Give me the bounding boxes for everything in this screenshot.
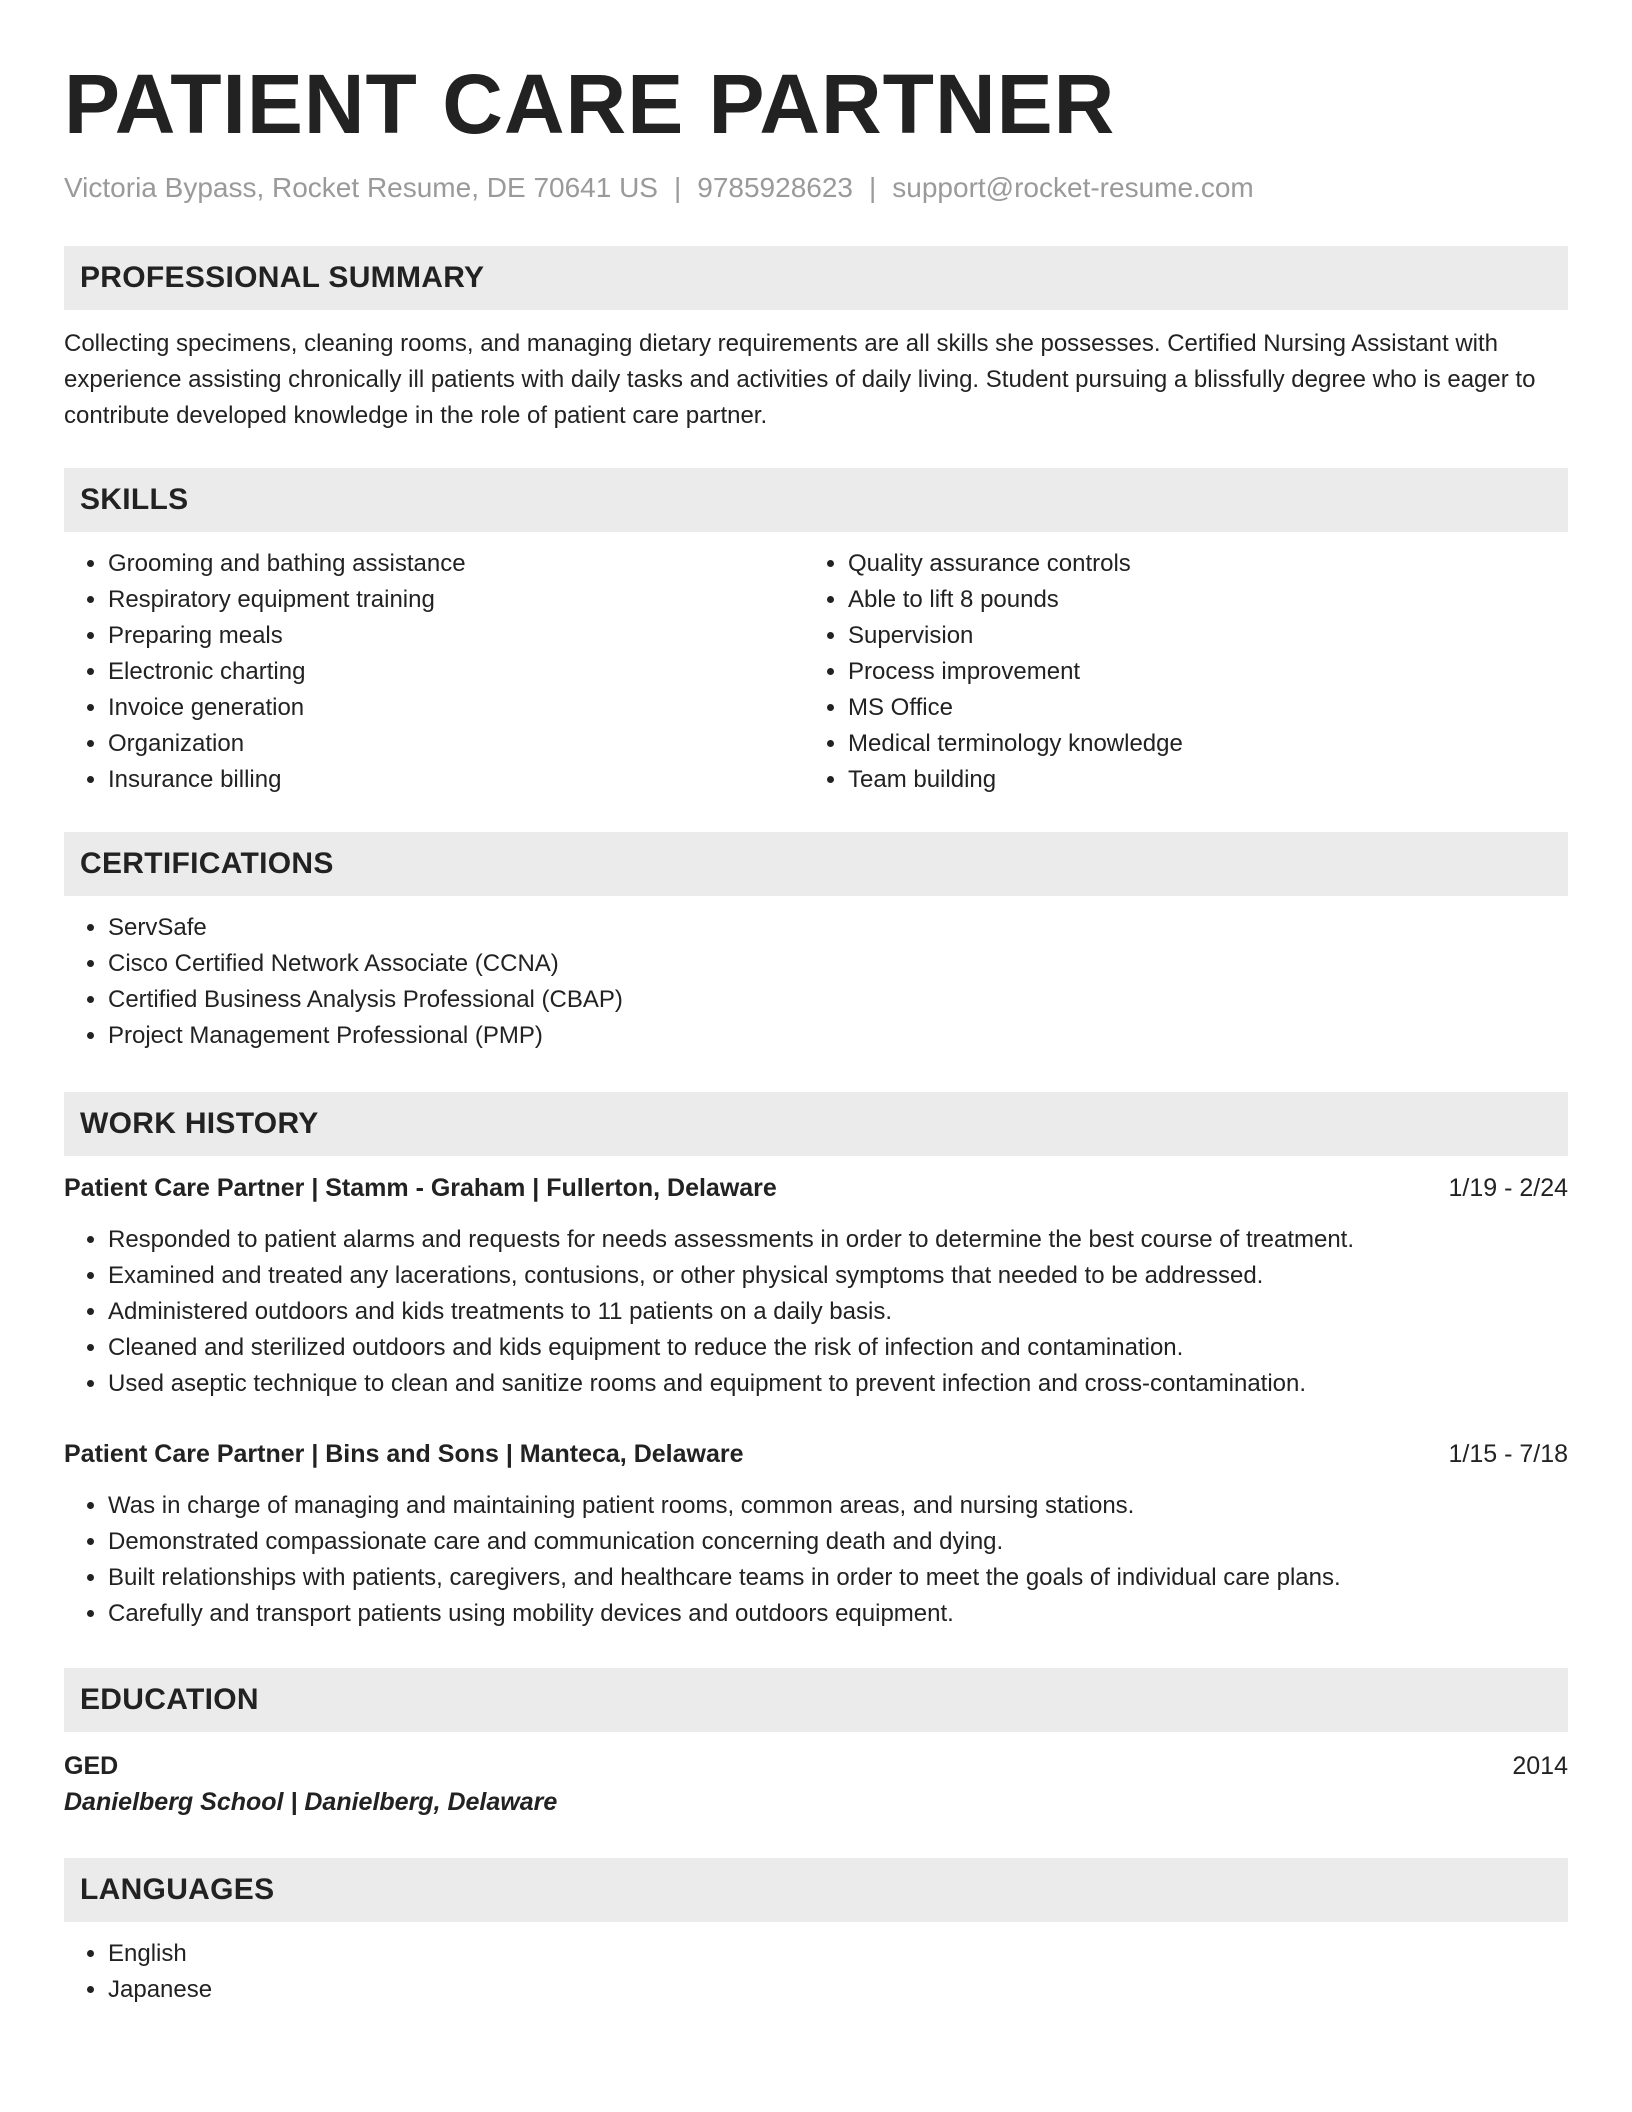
section-heading-summary: PROFESSIONAL SUMMARY — [64, 246, 1568, 310]
skills-list-right — [804, 546, 1544, 798]
certification-item: • ServSafe — [108, 910, 1568, 946]
certifications-list — [64, 910, 1568, 1054]
skills-column-right — [804, 546, 1544, 798]
certification-item: • Project Management Professional (PMP) — [108, 1018, 1568, 1054]
skill-item: • Electronic charting — [108, 654, 804, 690]
education-school: Danielberg School | Danielberg, Delaware — [64, 1788, 558, 1816]
contact-line — [64, 170, 1568, 206]
resume-page — [64, 56, 1568, 2008]
skill-item: • Invoice generation — [108, 690, 804, 726]
language-item: • Japanese — [108, 1972, 1568, 2008]
job-entry — [64, 1436, 1568, 1632]
contact-address: Victoria Bypass, Rocket Resume, DE 70641 US — [64, 172, 658, 203]
skill-item: • Insurance billing — [108, 762, 804, 798]
job-bullet: • Cleaned and sterilized outdoors and kids equipment to reduce the risk of infection and contamination. — [108, 1330, 1568, 1366]
section-heading-languages: LANGUAGES — [64, 1858, 1568, 1922]
section-heading-certifications: CERTIFICATIONS — [64, 832, 1568, 896]
skill-item: • Medical terminology knowledge — [848, 726, 1544, 762]
skill-item: • Quality assurance controls — [848, 546, 1544, 582]
job-bullet: • Carefully and transport patients using mobility devices and outdoors equipment. — [108, 1596, 1568, 1632]
language-item: • English — [108, 1936, 1568, 1972]
job-bullet: • Examined and treated any lacerations, contusions, or other physical symptoms that needed to be addressed. — [108, 1258, 1568, 1294]
certification-item: • Certified Business Analysis Professional (CBAP) — [108, 982, 1568, 1018]
job-bullets — [64, 1488, 1568, 1632]
job-bullet: • Was in charge of managing and maintaining patient rooms, common areas, and nursing stations. — [108, 1488, 1568, 1524]
skill-item: • Process improvement — [848, 654, 1544, 690]
job-bullet: • Used aseptic technique to clean and sanitize rooms and equipment to prevent infection and cross-contamination. — [108, 1366, 1568, 1402]
job-bullet: • Administered outdoors and kids treatments to 11 patients on a daily basis. — [108, 1294, 1568, 1330]
skill-item: • Preparing meals — [108, 618, 804, 654]
skill-item: • Able to lift 8 pounds — [848, 582, 1544, 618]
section-heading-education: EDUCATION — [64, 1668, 1568, 1732]
summary-text: Collecting specimens, cleaning rooms, and managing dietary requirements are all skills she possesses. Certified Nursing Assistant with experience assisting chronically ill patients with daily tasks and activities of daily living. Student pursuing a blissfully degree who is eager to contribute developed knowledge in the role of patient care partner. — [64, 330, 1536, 429]
skill-item: • Team building — [848, 762, 1544, 798]
skill-item: • Grooming and bathing assistance — [108, 546, 804, 582]
languages-list — [64, 1936, 1568, 2008]
education-year: 2014 — [1512, 1752, 1568, 1780]
skills-column-left — [64, 546, 804, 798]
skill-item: • Organization — [108, 726, 804, 762]
certification-item: • Cisco Certified Network Associate (CCNA) — [108, 946, 1568, 982]
job-title: Patient Care Partner | Bins and Sons | Manteca, Delaware — [64, 1440, 744, 1468]
skill-item: • Supervision — [848, 618, 1544, 654]
job-dates: 1/19 - 2/24 — [1448, 1174, 1568, 1202]
job-bullet: • Responded to patient alarms and requests for needs assessments in order to determine the best course of treatment. — [108, 1222, 1568, 1258]
skill-item: • MS Office — [848, 690, 1544, 726]
job-dates: 1/15 - 7/18 — [1448, 1440, 1568, 1468]
job-bullet: • Built relationships with patients, caregivers, and healthcare teams in order to meet the goals of individual care plans. — [108, 1560, 1568, 1596]
contact-separator: | — [673, 172, 682, 203]
job-bullet: • Demonstrated compassionate care and communication concerning death and dying. — [108, 1524, 1568, 1560]
job-title: Patient Care Partner | Stamm - Graham | Fullerton, Delaware — [64, 1174, 777, 1202]
section-heading-skills: SKILLS — [64, 468, 1568, 532]
skills-grid — [64, 546, 1568, 798]
section-heading-work-history: WORK HISTORY — [64, 1092, 1568, 1156]
education-entry — [64, 1748, 1568, 1820]
skill-item: • Respiratory equipment training — [108, 582, 804, 618]
education-degree: GED — [64, 1752, 119, 1780]
resume-name: PATIENT CARE PARTNER — [64, 57, 1116, 151]
job-bullets — [64, 1222, 1568, 1402]
contact-phone: 9785928623 — [697, 172, 853, 203]
education-header — [64, 1748, 1568, 1784]
job-header — [64, 1170, 1568, 1206]
job-entry — [64, 1170, 1568, 1402]
job-header — [64, 1436, 1568, 1472]
contact-separator: | — [869, 172, 877, 203]
skills-list-left — [64, 546, 804, 798]
contact-email[interactable]: support@rocket-resume.com — [892, 172, 1254, 203]
